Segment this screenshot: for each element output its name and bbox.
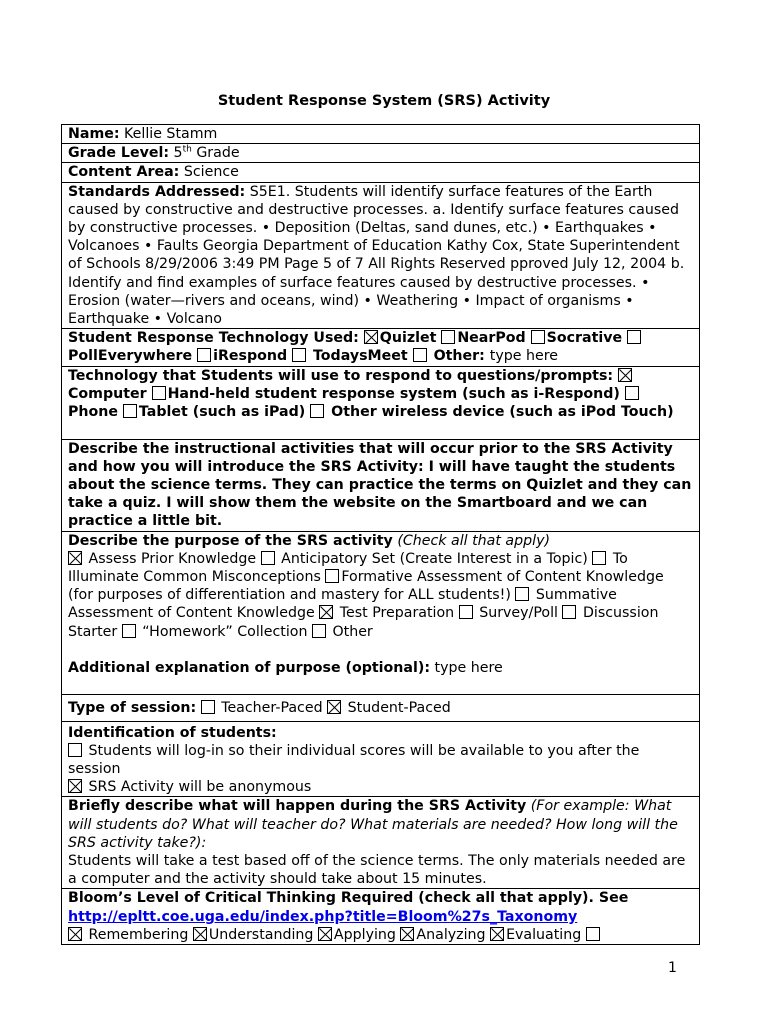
grade-label: Grade Level:: [68, 145, 170, 162]
row-grade: [62, 144, 700, 163]
row-instructional: [62, 439, 700, 531]
additional-purpose-value[interactable]: type here: [434, 659, 503, 676]
anonymous-checkbox[interactable]: [68, 779, 82, 793]
analyzing-checkbox[interactable]: [400, 927, 414, 941]
phone-checkbox[interactable]: [625, 386, 639, 400]
phone-label: Phone: [68, 404, 118, 421]
analyzing-label: Analyzing: [416, 926, 486, 943]
handheld-label: Hand-held student response system (such as i-Respond): [167, 385, 620, 402]
discussion-label: Discussion Starter: [68, 605, 659, 640]
student-paced-checkbox[interactable]: [327, 700, 341, 714]
tablet-checkbox[interactable]: [123, 404, 137, 418]
remembering-label: Remembering: [88, 926, 189, 943]
row-blooms: [62, 889, 700, 945]
standards-value[interactable]: S5E1. Students will identify surface features of the Earth caused by constructive and destructive processes. a. Identify surface features caused by constructive processes. • Deposition (Deltas, sand dunes, etc.) • Earthquakes • Volcanoes • Faults Georgia Department of Education Kathy Cox, State Superintendent of Schools 8/29/2006 3:49 PM Page 5 of 7 All Rights Reserved pproved July 12, 2004 b. Identify and find examples of surface features caused by destructive processes. • Erosion (water—rivers and oceans, wind) • Weathering • Impact of organisms • Earthquake • Volcano: [68, 183, 685, 328]
handheld-checkbox[interactable]: [152, 386, 166, 400]
extra-level-checkbox[interactable]: [586, 927, 600, 941]
discussion-checkbox[interactable]: [562, 605, 576, 619]
understanding-label: Understanding: [208, 926, 314, 943]
socrative-label: Socrative: [546, 330, 623, 347]
purpose-hint: (Check all that apply): [397, 532, 551, 549]
grade-ordinal: th: [182, 144, 192, 155]
blooms-link[interactable]: http://epltt.coe.uga.edu/index.php?title=Bloom%27s_Taxonomy: [68, 908, 578, 925]
name-label: Name:: [68, 126, 120, 142]
homework-label: “Homework” Collection: [142, 623, 308, 640]
nearpod-checkbox[interactable]: [441, 330, 455, 344]
login-checkbox[interactable]: [68, 743, 82, 757]
srs-activity-form: [61, 124, 700, 945]
login-label: Students will log-in so their individual scores will be available to you after the session: [68, 742, 640, 778]
content-area-value[interactable]: Science: [183, 164, 239, 181]
other-purpose-checkbox[interactable]: [312, 624, 326, 638]
purpose-label: Describe the purpose of the SRS activity: [68, 532, 393, 549]
evaluating-checkbox[interactable]: [490, 927, 504, 941]
formative-checkbox[interactable]: [325, 569, 339, 583]
session-label: Type of session:: [68, 699, 197, 716]
row-during: [62, 797, 700, 889]
devices-label: Technology that Students will use to respond to questions/prompts:: [68, 367, 614, 384]
row-name: [62, 125, 700, 144]
understanding-checkbox[interactable]: [193, 927, 207, 941]
polleverywhere-label: PollEverywhere: [68, 348, 193, 365]
instructional-text[interactable]: Describe the instructional activities that will occur prior to the SRS Activity and how you will introduce the SRS Activity: I will have taught the students about the science terms. They can practice the terms on Quizlet and they can take a quiz. I will show them the website on the Smartboard and we can practice a little bit.: [68, 440, 692, 530]
test-prep-label: Test Preparation: [339, 605, 455, 622]
page-number: 1: [668, 960, 677, 976]
name-value[interactable]: Kellie Stamm: [124, 126, 218, 142]
row-content-area: [62, 163, 700, 182]
row-identification: [62, 721, 700, 797]
row-session: [62, 694, 700, 721]
tablet-label: Tablet (such as iPad): [138, 404, 306, 421]
applying-checkbox[interactable]: [318, 927, 332, 941]
additional-purpose-label: Additional explanation of purpose (optional):: [68, 659, 430, 676]
survey-label: Survey/Poll: [479, 605, 558, 622]
illuminate-label: To Illuminate Common Misconceptions: [68, 550, 628, 586]
computer-label: Computer: [68, 385, 147, 402]
other-technology-checkbox[interactable]: [413, 348, 427, 362]
document-title: Student Response System (SRS) Activity: [217, 93, 551, 109]
identification-label: Identification of students:: [68, 724, 277, 741]
formative-label: Formative Assessment of Content Knowledge (for purposes of differentiation and mastery for ALL students!): [68, 569, 664, 604]
during-value[interactable]: Students will take a test based off of the science terms. The only materials needed are a computer and the activity should take about 15 minutes.: [68, 853, 686, 888]
student-paced-label: Student-Paced: [347, 699, 451, 716]
anonymous-label: SRS Activity will be anonymous: [88, 779, 312, 796]
test-prep-checkbox[interactable]: [319, 605, 333, 619]
other-technology-value[interactable]: type here: [489, 348, 558, 365]
row-purpose: [62, 531, 700, 694]
assess-prior-checkbox[interactable]: [68, 551, 82, 565]
assess-prior-label: Assess Prior Knowledge: [88, 550, 257, 567]
irespond-label: iRespond: [213, 348, 288, 365]
socrative-checkbox[interactable]: [531, 330, 545, 344]
remembering-checkbox[interactable]: [68, 927, 82, 941]
row-devices: [62, 366, 700, 439]
during-label: Briefly describe what will happen during the SRS Activity: [68, 798, 527, 815]
during-hint: (For example: What will students do? What will teacher do? What materials are needed? How long will the SRS activity take?):: [68, 798, 678, 851]
technology-label: Student Response Technology Used:: [68, 330, 359, 347]
survey-checkbox[interactable]: [459, 605, 473, 619]
summative-label: Summative Assessment of Content Knowledge: [68, 587, 617, 622]
blooms-label: Bloom’s Level of Critical Thinking Required (check all that apply). See: [68, 890, 629, 907]
anticipatory-label: Anticipatory Set (Create Interest in a Topic): [281, 550, 588, 567]
content-area-label: Content Area:: [68, 164, 180, 181]
quizlet-label: Quizlet: [379, 330, 437, 347]
summative-checkbox[interactable]: [515, 587, 529, 601]
teacher-paced-label: Teacher-Paced: [221, 699, 323, 716]
todaysmeet-label: TodaysMeet: [313, 348, 408, 365]
quizlet-checkbox[interactable]: [364, 330, 378, 344]
evaluating-label: Evaluating: [506, 926, 582, 943]
row-technology: [62, 329, 700, 366]
homework-checkbox[interactable]: [122, 624, 136, 638]
other-purpose-label: Other: [332, 623, 373, 640]
wireless-label: Other wireless device (such as iPod Touch): [331, 404, 674, 421]
computer-checkbox[interactable]: [618, 368, 632, 382]
standards-label: Standards Addressed:: [68, 183, 246, 200]
teacher-paced-checkbox[interactable]: [201, 700, 215, 714]
anticipatory-checkbox[interactable]: [261, 551, 275, 565]
wireless-checkbox[interactable]: [310, 404, 324, 418]
grade-number[interactable]: 5: [173, 145, 183, 162]
irespond-checkbox[interactable]: [197, 348, 211, 362]
applying-label: Applying: [333, 926, 396, 943]
illuminate-checkbox[interactable]: [592, 551, 606, 565]
grade-suffix: Grade: [196, 145, 240, 162]
polleverywhere-checkbox[interactable]: [627, 330, 641, 344]
todaysmeet-checkbox[interactable]: [292, 348, 306, 362]
row-standards: [62, 182, 700, 329]
other-technology-label: Other:: [433, 348, 485, 365]
nearpod-label: NearPod: [457, 330, 526, 347]
